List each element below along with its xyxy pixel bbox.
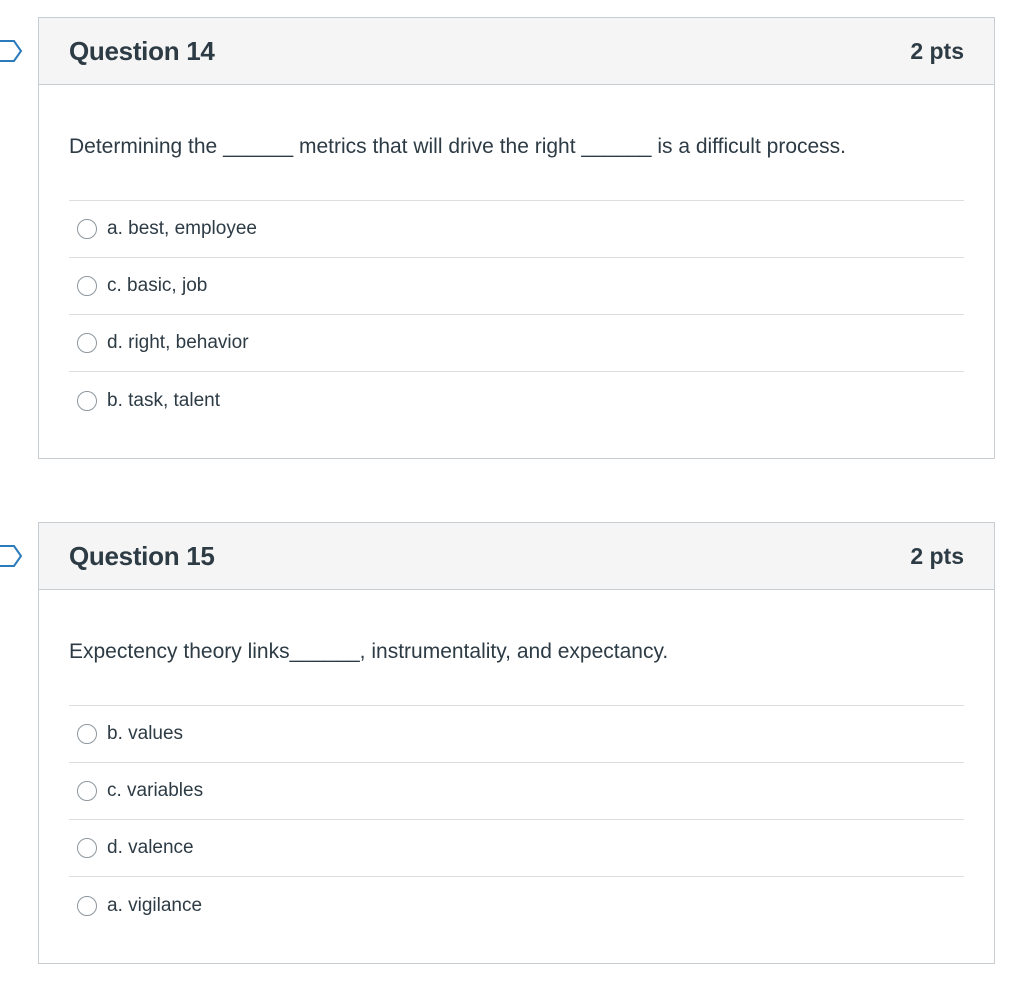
question-points: 2 pts [910, 542, 964, 569]
answer-label[interactable]: c. variables [107, 780, 204, 801]
answer-label[interactable]: b. task, talent [107, 389, 221, 411]
question-text: Expectency theory links______, instrumentality, and expectancy. [69, 590, 964, 706]
question-title: Question 15 [69, 540, 215, 571]
radio-button-icon[interactable] [77, 724, 97, 744]
radio-button-icon[interactable] [77, 391, 97, 411]
answer-label[interactable]: d. right, behavior [107, 332, 249, 353]
question-header [39, 523, 994, 590]
answer-option[interactable] [69, 706, 964, 763]
radio-button-icon[interactable] [77, 276, 97, 296]
radio-button-icon[interactable] [77, 896, 97, 916]
flag-question-icon[interactable] [0, 545, 24, 567]
answer-label[interactable]: c. basic, job [107, 275, 208, 296]
question-14 [38, 17, 995, 459]
question-text: Determining the ______ metrics that will drive the right ______ is a difficult process. [69, 85, 964, 201]
answer-list [69, 706, 964, 934]
answer-list [69, 201, 964, 429]
answer-option[interactable] [69, 877, 964, 934]
answer-option[interactable] [69, 201, 964, 258]
answer-option[interactable] [69, 372, 964, 429]
answer-label[interactable]: d. valence [107, 837, 194, 858]
question-points: 2 pts [910, 37, 964, 64]
question-15 [38, 522, 995, 964]
radio-button-icon[interactable] [77, 219, 97, 239]
answer-option[interactable] [69, 258, 964, 315]
answer-option[interactable] [69, 315, 964, 372]
question-header [39, 18, 994, 85]
flag-question-icon[interactable] [0, 40, 24, 62]
radio-button-icon[interactable] [77, 781, 97, 801]
question-title: Question 14 [69, 35, 215, 66]
answer-label[interactable]: a. vigilance [107, 894, 203, 916]
radio-button-icon[interactable] [77, 838, 97, 858]
answer-option[interactable] [69, 820, 964, 877]
radio-button-icon[interactable] [77, 333, 97, 353]
answer-label[interactable]: b. values [107, 723, 184, 744]
answer-option[interactable] [69, 763, 964, 820]
answer-label[interactable]: a. best, employee [107, 218, 257, 239]
